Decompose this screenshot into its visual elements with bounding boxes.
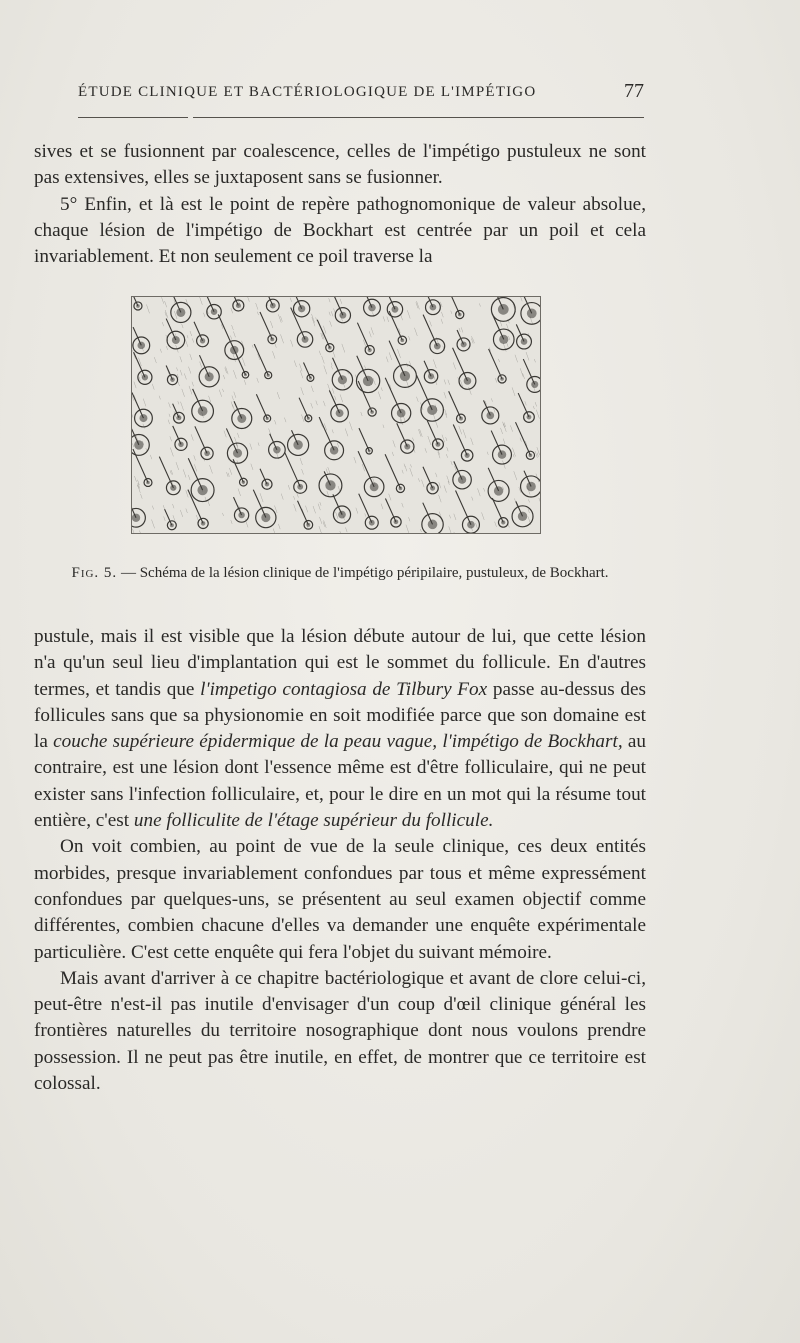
pustule-core (499, 335, 508, 344)
pustule-core (302, 336, 309, 343)
pustule-core (265, 482, 270, 487)
pustule-core (267, 374, 270, 377)
pustule-core (261, 513, 270, 522)
pustule-core (394, 519, 399, 524)
pustule-core (197, 485, 207, 495)
pustule-core (233, 449, 242, 458)
pustule-core (172, 336, 180, 344)
pustule-core (201, 521, 206, 526)
figure-illustration (131, 296, 541, 534)
pustule-core (205, 372, 214, 381)
header-rule-left (78, 117, 188, 118)
pustule-core (397, 409, 406, 418)
pustule-core (336, 409, 344, 417)
pustule-core (270, 337, 274, 341)
pustule-core (325, 480, 335, 490)
pustule-core (518, 512, 527, 521)
pustule-core (529, 453, 533, 457)
pustule-core (494, 486, 503, 495)
pustule-core (465, 453, 470, 458)
pustule-core (170, 485, 176, 491)
pustule-core (177, 415, 182, 420)
paragraph-point-5: 5° Enfin, et là est le point de repère pathognomonique de valeur absolue, chaque lésion de l'impétigo de Bockhart est centrée par un poil et cela invariablement. Et non seulement ce poil traverse la (34, 193, 646, 268)
pustule-core (200, 338, 205, 343)
pustule-core (146, 481, 150, 485)
pustule-core (400, 338, 404, 342)
pustule-core (338, 511, 346, 519)
pustule-core (134, 440, 143, 449)
pustule-core (132, 514, 140, 522)
pustule-core (338, 375, 347, 384)
pustule-core (211, 308, 218, 315)
paragraph-conclusion: Mais avant d'arriver à ce chapitre bactériologique et avant de clore celui-ci, peut-être n'est-il pas inutile d'envisager d'un coup d'œil clinique général les frontières naturelles du territoire nosographique dont nous voulons prendre possession. Il ne peut pas être inutile, en effet, de montrer que ce territoire est colossal. (34, 967, 646, 1095)
pustule-core (369, 520, 375, 526)
pustule-core (236, 303, 241, 308)
pustule-core (464, 377, 472, 385)
pustule-core (328, 346, 332, 350)
text-run: pustule, mais il est visible que la lésion débute autour de lui, que cette lésion n'a qu'un seul lieu d'implantation qui est le sommet du follicule. En d'autres termes, et tandis que (34, 626, 646, 700)
pustule-core (139, 414, 147, 422)
pustule-core (458, 476, 466, 484)
pustule-core (404, 444, 410, 450)
pustule-core (459, 417, 463, 421)
pustule-core (527, 309, 537, 319)
pustule-core (391, 306, 398, 313)
pustule-core (297, 484, 303, 490)
pustule-core (498, 304, 509, 315)
pustule-core (238, 512, 244, 518)
paragraph-folliculite (34, 624, 646, 834)
pustule-core (531, 381, 538, 388)
pustule-core (430, 486, 435, 491)
pustule-core (363, 376, 373, 386)
pustule-core (368, 449, 371, 452)
paragraph-entites: On voit combien, au point de vue de la seule clinique, ces deux entités morbides, presque invariablement confondues par tous et même expressément confondues par quelques-uns, se présentent au seul examen objectif comme différentes, combien chacune d'elles va demander une enquête expérimentale particulière. C'est cette enquête qui fera l'objet du suivant mémoire. (34, 836, 646, 963)
pustule-core (306, 523, 310, 527)
pustule-core (176, 308, 185, 317)
pustule-core (204, 451, 209, 456)
pustule-core (178, 442, 183, 447)
text-run: passe au-dessus des follicules sans que sa physionomie en soit modifiée parce que son domaine est la (34, 678, 646, 753)
pustule-core (467, 521, 475, 529)
pustule-core (330, 446, 338, 454)
paragraph-continuation: sives et se fusionnent par coalescence, celles de l'impétigo pustuleux ne sont pas extensives, elles se juxtaposent sans se fusionner. (34, 141, 646, 189)
text-run: au contraire, est une lésion dont l'essence même est d'être folliculaire, qui ne peut exister sans l'infection folliculaire, et, pour le dire en un mot qui la résume tout entière, c'est (34, 731, 646, 832)
pustule-core (242, 480, 245, 483)
pustule-core (266, 417, 269, 420)
header-rule-right (193, 117, 644, 118)
body-text-top (34, 139, 646, 270)
pustule-core (142, 374, 148, 380)
pustule-core (138, 342, 146, 350)
pustule-core (427, 405, 437, 415)
pustule-core (526, 482, 535, 491)
pustule-core (461, 341, 467, 347)
pustule-core (521, 338, 528, 345)
pustule-core (370, 410, 374, 414)
pustule-core (307, 417, 310, 420)
pustule-core (170, 523, 174, 527)
figure-label: Fig. 5. (71, 565, 118, 581)
pustule-core (500, 377, 504, 381)
pustule-core (428, 520, 438, 530)
italic-run: l'impetigo contagiosa de Tilbury Fox (200, 678, 488, 700)
pustule-core (368, 348, 372, 352)
pustule-core (244, 373, 247, 376)
lesion-schema-drawing (131, 296, 541, 534)
figure-caption-text: — Schéma de la lésion clinique de l'impétigo péripilaire, pustuleux, de Bockhart. (120, 565, 609, 581)
pustule-core (436, 442, 441, 447)
pustule-core (368, 304, 376, 312)
pustule-core (501, 520, 505, 524)
pustule-core (400, 371, 410, 381)
pustule-core (293, 440, 302, 449)
pustule-core (399, 487, 403, 491)
pustule-core (273, 446, 280, 453)
pustule-core (339, 312, 346, 319)
italic-run: couche supérieure épidermique de la peau vague, l'impétigo de Bockhart, (53, 731, 623, 753)
page-header (78, 80, 644, 110)
pustule-core (309, 376, 312, 379)
pustule-core (428, 373, 434, 379)
pustule-core (486, 412, 494, 420)
page-number: 77 (624, 80, 644, 102)
pustule-core (237, 414, 246, 423)
pustule-core (370, 482, 379, 491)
pustule-core (434, 343, 441, 350)
body-text-bottom (34, 624, 646, 1097)
pustule-core (430, 304, 437, 311)
pustule-core (198, 406, 208, 416)
pustule-core (527, 415, 532, 420)
pustule-core (136, 304, 140, 308)
pustule-core (498, 450, 507, 459)
italic-run: une folliculite de l'étage supérieur du follicule. (133, 810, 494, 832)
pustule-core (270, 303, 276, 309)
running-title: ÉTUDE CLINIQUE ET BACTÉRIOLOGIQUE DE L'IMPÉTIGO (78, 84, 537, 100)
pustule-core (170, 377, 175, 382)
pustule-core (298, 305, 305, 312)
figure-caption (34, 563, 646, 583)
pustule-core (458, 313, 462, 317)
